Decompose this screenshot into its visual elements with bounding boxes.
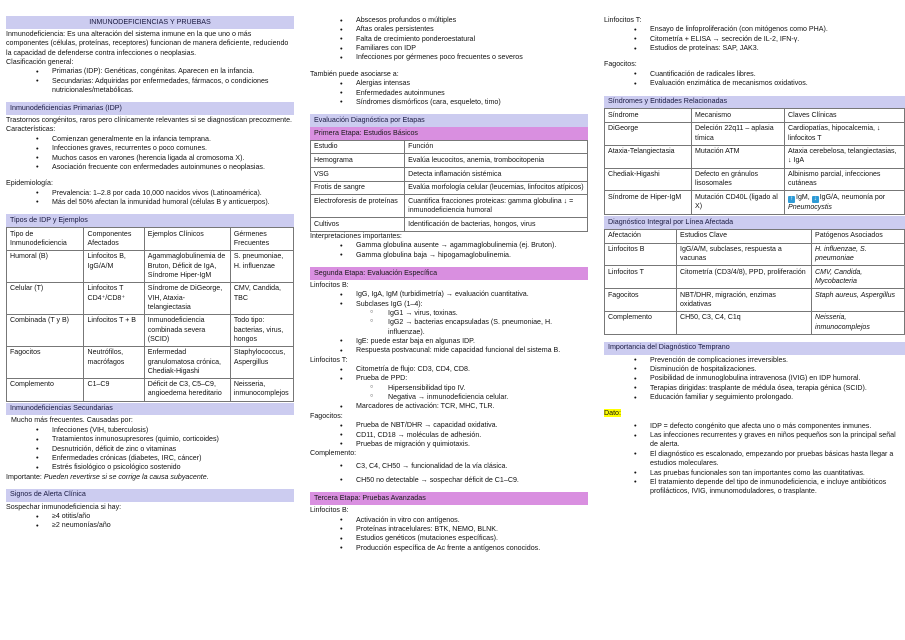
list-item: • Gamma globulina baja → hipogamaglobulinemia. [310, 251, 588, 260]
table-cell: Mutación ATM [692, 145, 785, 168]
table-row [311, 218, 588, 232]
section-heading-types: Tipos de IDP y Ejemplos [6, 214, 294, 227]
table-cell: Ataxia cerebelosa, telangiectasias, ↓ IgA [785, 145, 905, 168]
list-item: • Gamma globulina ausente → agammaglobulinemia (ej. Bruton). [310, 241, 588, 250]
stage-heading-3: Tercera Etapa: Pruebas Avanzadas [310, 492, 588, 505]
table-cell: CMV, Candida, TBC [230, 282, 293, 314]
interpretations-label: Interpretaciones importantes: [310, 231, 402, 240]
table-row [7, 314, 294, 346]
table-cell: Identificación de bacterias, hongos, virus [405, 218, 588, 232]
list-item: • Prevención de complicaciones irreversibles. [604, 356, 905, 365]
importance-list [604, 356, 905, 403]
table-cell: Defecto en gránulos lisosomales [692, 168, 785, 191]
table-cell: Neutrófilos, macrófagos [84, 346, 144, 378]
table-cell: VSG [311, 168, 405, 182]
column-header: Estudios Clave [677, 229, 812, 243]
secondary-causes-list [6, 426, 294, 473]
list-item: • Posibilidad de inmunoglobulina intravenosa (IVIG) en IDP humoral. [604, 374, 905, 383]
list-item: • Estudios de proteínas: SAP, JAK3. [604, 44, 905, 53]
table-cell: Ataxia-Telangiectasia [605, 145, 692, 168]
dato-list [604, 422, 905, 497]
table-cell: Linfocitos B, IgG/A/M [84, 250, 144, 282]
table-cell: CH50, C3, C4, C1q [677, 311, 812, 334]
stage2-t-label: Linfocitos T: [310, 355, 348, 364]
list-item: • Asociación frecuente con enfermedades autoinmunes o neoplasias. [6, 163, 294, 172]
list-item: • ≥2 neumonías/año [6, 521, 294, 530]
stage2-t-list [310, 365, 588, 384]
list-item: • IDP = defecto congénito que afecta uno o más componentes inmunes. [604, 422, 905, 431]
table-cell: Staph aureus, Aspergillus [812, 289, 905, 312]
list-item: • Producción específica de Ac frente a antígenos conocidos. [310, 544, 588, 553]
list-item: • Falta de crecimiento ponderoestatural [310, 35, 588, 44]
arrow-down-icon: ↓ [813, 195, 817, 202]
table-cell: Electroforesis de proteínas [311, 195, 405, 218]
list-item: ○ IgG1 → virus, toxinas. [310, 309, 588, 318]
list-item: • Síndromes dismórficos (cara, esqueleto, timo) [310, 98, 588, 107]
section-heading-syndromes: Síndromes y Entidades Relacionadas [604, 96, 905, 109]
list-item: • Alergias intensas [310, 79, 588, 88]
list-item: • Infecciones por gérmenes poco frecuentes o severos [310, 53, 588, 62]
stage2-b-label: Linfocitos B: [310, 280, 349, 289]
table-cell: Mutación CD40L (ligado al X) [692, 191, 785, 215]
table-cell: Complemento [605, 311, 677, 334]
list-item: • Proteínas intracelulares: BTK, NEMO, BLNK. [310, 525, 588, 534]
table-cell: Chediak-Higashi [605, 168, 692, 191]
table-cell: Síndrome de DiGeorge, VIH, Ataxia-telangiectasia [144, 282, 230, 314]
table-row [605, 168, 905, 191]
basic-studies-table [310, 140, 588, 232]
classification-list [6, 67, 294, 95]
list-item: • Infecciones (VIH, tuberculosis) [6, 426, 294, 435]
list-item: • IgE: puede estar baja en algunas IDP. [310, 337, 588, 346]
hyperigm-text-1: IgM, [796, 193, 810, 201]
table-cell: Cultivos [311, 218, 405, 232]
list-item: • Cuantificación de radicales libres. [604, 70, 905, 79]
types-of-idp-table [6, 227, 294, 402]
list-item: • CD11, CD18 → moléculas de adhesión. [310, 431, 588, 440]
col3-t-list [604, 25, 905, 53]
stage-heading-2: Segunda Etapa: Evaluación Específica [310, 267, 588, 280]
table-cell: Agammaglobulinemia de Bruton, Déficit de IgA, Síndrome Hiper-IgM [144, 250, 230, 282]
column-middle [302, 16, 596, 636]
table-cell: Linfocitos T [605, 266, 677, 289]
table-cell: Fagocitos [7, 346, 84, 378]
table-cell: Todo tipo: bacterias, virus, hongos [230, 314, 293, 346]
table-row [7, 346, 294, 378]
list-item: • Infecciones graves, recurrentes o poco comunes. [6, 144, 294, 153]
column-header: Gérmenes Frecuentes [230, 228, 293, 251]
list-item: • Citometría de flujo: CD3, CD4, CD8. [310, 365, 588, 374]
list-item: • Subclases IgG (1–4): [310, 300, 588, 309]
stage2-complement-list [310, 462, 588, 486]
epidemiology-list [6, 189, 294, 208]
association-label: También puede asociarse a: [310, 69, 399, 78]
table-cell: DiGeorge [605, 122, 692, 145]
table-row [605, 289, 905, 312]
table-cell: Neisseria, inmunocomplejos [230, 378, 293, 401]
stage-heading-1: Primera Etapa: Estudios Básicos [310, 127, 588, 140]
list-item: • CH50 no detectable → sospechar déficit de C1–C9. [310, 476, 588, 485]
list-item: ○ Negativa → inmunodeficiencia celular. [310, 393, 588, 402]
column-header: Mecanismo [692, 109, 785, 123]
table-cell: Linfocitos T CD4⁺/CD8⁺ [84, 282, 144, 314]
idp-characteristics-label: Características: [6, 125, 56, 134]
table-cell: Hemograma [311, 154, 405, 168]
stage2-phagocytes-list [310, 421, 588, 449]
list-item: • Prueba de NBT/DHR → capacidad oxidativa. [310, 421, 588, 430]
stage2-phagocytes-label: Fagocitos: [310, 411, 343, 420]
alert-lead: Sospechar inmunodeficiencia si hay: [6, 502, 122, 511]
table-cell: Combinada (T y B) [7, 314, 84, 346]
section-heading-integral: Diagnóstico Integral por Línea Afectada [604, 216, 905, 229]
list-item: • Las infecciones recurrentes y graves en niños pequeños son la principal señal de alerta. [604, 431, 905, 450]
table-cell: Celular (T) [7, 282, 84, 314]
table-cell: Detecta inflamación sistémica [405, 168, 588, 182]
list-item: • Abscesos profundos o múltiples [310, 16, 588, 25]
dato-label-wrapper [604, 409, 905, 418]
classification-label: Clasificación general: [6, 57, 74, 66]
table-header-row [311, 140, 588, 154]
table-cell: IgG/A/M, subclases, respuesta a vacunas [677, 243, 812, 266]
secondary-note-label: Importante: [6, 472, 44, 481]
list-item: • Pruebas de migración y quimiotaxis. [310, 440, 588, 449]
table-cell: Déficit de C3, C5–C9, angioedema hereditario [144, 378, 230, 401]
syndromes-table [604, 108, 905, 215]
epidemiology-label: Epidemiología: [6, 179, 53, 188]
interpretations-list [310, 241, 588, 260]
secondary-note-italic: Pueden revertirse si se corrige la causa subyacente. [43, 472, 209, 481]
column-header: Patógenos Asociados [812, 229, 905, 243]
alert-signs-list [6, 512, 294, 531]
col3-phagocytes-list [604, 70, 905, 89]
table-cell: Evalúa morfología celular (leucemias, linfocitos atípicos) [405, 181, 588, 195]
table-header-row [605, 109, 905, 123]
document-title: INMUNODEFICIENCIAS Y PRUEBAS [6, 16, 294, 29]
section-heading-importance: Importancia del Diagnóstico Temprano [604, 342, 905, 355]
section-heading-idp: Inmunodeficiencias Primarias (IDP) [6, 102, 294, 115]
alert-signs-continued-list [310, 16, 588, 63]
table-cell: Humoral (B) [7, 250, 84, 282]
table-cell: C1–C9 [84, 378, 144, 401]
table-header-row [7, 228, 294, 251]
column-header: Componentes Afectados [84, 228, 144, 251]
stage2-b-list-continued [310, 337, 588, 356]
list-item: • Ensayo de linfoproliferación (con mitógenos como PHA). [604, 25, 905, 34]
table-cell: Evalúa leucocitos, anemia, trombocitopenia [405, 154, 588, 168]
list-item: • Enfermedades autoinmunes [310, 89, 588, 98]
definition-text: Inmunodeficiencia: Es una alteración del sistema inmune en la que uno o más componentes (células, proteínas, receptores) funcionan de manera deficiente, reduciendo la capacidad de defenderse contra infecciones o neoplasias. [6, 29, 289, 57]
list-item: • Marcadores de activación: TCR, MHC, TLR. [310, 402, 588, 411]
column-header: Ejemplos Clínicos [144, 228, 230, 251]
table-cell: Inmunodeficiencia combinada severa (SCID) [144, 314, 230, 346]
table-cell-hyperigm-clinical [785, 191, 905, 215]
list-item: • Desnutrición, déficit de zinc o vitaminas [6, 445, 294, 454]
column-right [596, 16, 905, 636]
column-header: Claves Clínicas [785, 109, 905, 123]
table-cell: Frotis de sangre [311, 181, 405, 195]
table-cell: Albinismo parcial, infecciones cutáneas [785, 168, 905, 191]
table-cell: Linfocitos T + B [84, 314, 144, 346]
dato-label: Dato: [604, 409, 621, 418]
column-header: Síndrome [605, 109, 692, 123]
stage2-complement-label: Complemento: [310, 449, 357, 458]
list-item: • Disminución de hospitalizaciones. [604, 365, 905, 374]
table-cell: CMV, Candida, Mycobacteria [812, 266, 905, 289]
stage2-b-list [310, 290, 588, 309]
list-item: • Comienzan generalmente en la infancia temprana. [6, 135, 294, 144]
section-heading-secondary: Inmunodeficiencias Secundarias [6, 403, 294, 416]
table-row [605, 145, 905, 168]
list-item: • Prevalencia: 1–2.8 por cada 10,000 nacidos vivos (Latinoamérica). [6, 189, 294, 198]
integral-diagnosis-table [604, 229, 905, 335]
table-row [605, 266, 905, 289]
table-header-row [605, 229, 905, 243]
table-cell: Neisseria, inmunocomplejos [812, 311, 905, 334]
list-item: • Muchos casos en varones (herencia ligada al cromosoma X). [6, 154, 294, 163]
list-item: • El tratamiento depende del tipo de inmunodeficiencia, e incluye antibióticos profilácticos, IVIG, inmunomoduladores, o trasplante. [604, 478, 905, 497]
list-item: • Aftas orales persistentes [310, 25, 588, 34]
col3-phagocytes-label: Fagocitos: [604, 60, 637, 69]
idp-characteristics-list [6, 135, 294, 172]
stage2-b-sublist [310, 309, 588, 337]
stage2-t-sublist [310, 384, 588, 403]
table-cell: NBT/DHR, migración, enzimas oxidativas [677, 289, 812, 312]
table-row [311, 168, 588, 182]
table-row [7, 282, 294, 314]
column-header: Estudio [311, 140, 405, 154]
stage2-t-list-continued [310, 402, 588, 411]
section-heading-evaluation: Evaluación Diagnóstica por Etapas [310, 114, 588, 127]
stage3-b-list [310, 516, 588, 553]
list-item: • Respuesta postvacunal: mide capacidad funcional del sistema B. [310, 346, 588, 355]
list-item: • Evaluación enzimática de mecanismos oxidativos. [604, 79, 905, 88]
table-cell: Fagocitos [605, 289, 677, 312]
table-cell: Enfermedad granulomatosa crónica, Chediak-Higashi [144, 346, 230, 378]
idp-lead: Trastornos congénitos, raros pero clínicamente relevantes si se diagnostican precozmente. [6, 116, 292, 125]
list-item: • Secundarias: Adquiridas por enfermedades, fármacos, o condiciones nutricionales/metabólicas. [6, 77, 294, 96]
table-cell: Cuantifica fracciones proteicas: gamma globulina ↓ = inmunodeficiencia humoral [405, 195, 588, 218]
table-cell: S. pneumoniae, H. influenzae [230, 250, 293, 282]
list-item: • Familiares con IDP [310, 44, 588, 53]
table-row [311, 154, 588, 168]
table-cell: Síndrome de Hiper-IgM [605, 191, 692, 215]
hyperigm-pathogen: Pneumocystis [788, 203, 832, 211]
list-item: • Más del 50% afectan la inmunidad humoral (células B y anticuerpos). [6, 198, 294, 207]
list-item: • Terapias dirigidas: trasplante de médula ósea, terapia génica (SCID). [604, 384, 905, 393]
list-item: • Activación in vitro con antígenos. [310, 516, 588, 525]
list-item: • El diagnóstico es escalonado, empezando por pruebas básicas hasta llegar a estudios moleculares. [604, 450, 905, 469]
table-row [311, 181, 588, 195]
association-list [310, 79, 588, 107]
table-row [605, 311, 905, 334]
list-item: • Primarias (IDP): Genéticas, congénitas. Aparecen en la infancia. [6, 67, 294, 76]
table-row [605, 122, 905, 145]
column-left [6, 16, 302, 636]
list-item: • Tratamientos inmunosupresores (quimio, corticoides) [6, 435, 294, 444]
table-cell: Linfocitos B [605, 243, 677, 266]
table-row [7, 378, 294, 401]
list-item: • C3, C4, CH50 → funcionalidad de la vía clásica. [310, 462, 588, 471]
col3-t-label: Linfocitos T: [604, 16, 642, 24]
secondary-lead: Mucho más frecuentes. Causadas por: [11, 416, 133, 425]
list-item: • Citometría + ELISA → secreción de IL-2, IFN-γ. [604, 35, 905, 44]
table-row [605, 243, 905, 266]
table-row [311, 195, 588, 218]
list-item: • Estudios genéticos (mutaciones específicas). [310, 534, 588, 543]
list-item: • Prueba de PPD: [310, 374, 588, 383]
column-header: Afectación [605, 229, 677, 243]
stage3-b-label: Linfocitos B: [310, 506, 349, 515]
table-row [605, 191, 905, 215]
arrow-up-icon: ↑ [790, 195, 793, 202]
table-cell: H. influenzae, S. pneumoniae [812, 243, 905, 266]
table-cell: Complemento [7, 378, 84, 401]
secondary-note [6, 473, 294, 482]
column-header: Función [405, 140, 588, 154]
table-cell: Staphylococcus, Aspergillus [230, 346, 293, 378]
list-item: • ≥4 otitis/año [6, 512, 294, 521]
hyperigm-text-2: IgG/A, neumonía por [819, 193, 886, 201]
list-item: ○ Hipersensibilidad tipo IV. [310, 384, 588, 393]
table-cell: Deleción 22q11 – aplasia tímica [692, 122, 785, 145]
column-header: Tipo de Inmunodeficiencia [7, 228, 84, 251]
table-row [7, 250, 294, 282]
table-cell: Citometría (CD3/4/8), PPD, proliferación [677, 266, 812, 289]
list-item: • Las pruebas funcionales son tan importantes como las cuantitativas. [604, 469, 905, 478]
section-heading-alert: Signos de Alerta Clínica [6, 489, 294, 502]
list-item: • IgG, IgA, IgM (turbidimetría) → evaluación cuantitativa. [310, 290, 588, 299]
table-cell: Cardiopatías, hipocalcemia, ↓ linfocitos T [785, 122, 905, 145]
list-item: • Estrés fisiológico o psicológico sostenido [6, 463, 294, 472]
list-item: ○ IgG2 → bacterias encapsuladas (S. pneumoniae, H. influenzae). [310, 318, 588, 337]
list-item: • Enfermedades crónicas (diabetes, IRC, cáncer) [6, 454, 294, 463]
list-item: • Educación familiar y seguimiento prolongado. [604, 393, 905, 402]
